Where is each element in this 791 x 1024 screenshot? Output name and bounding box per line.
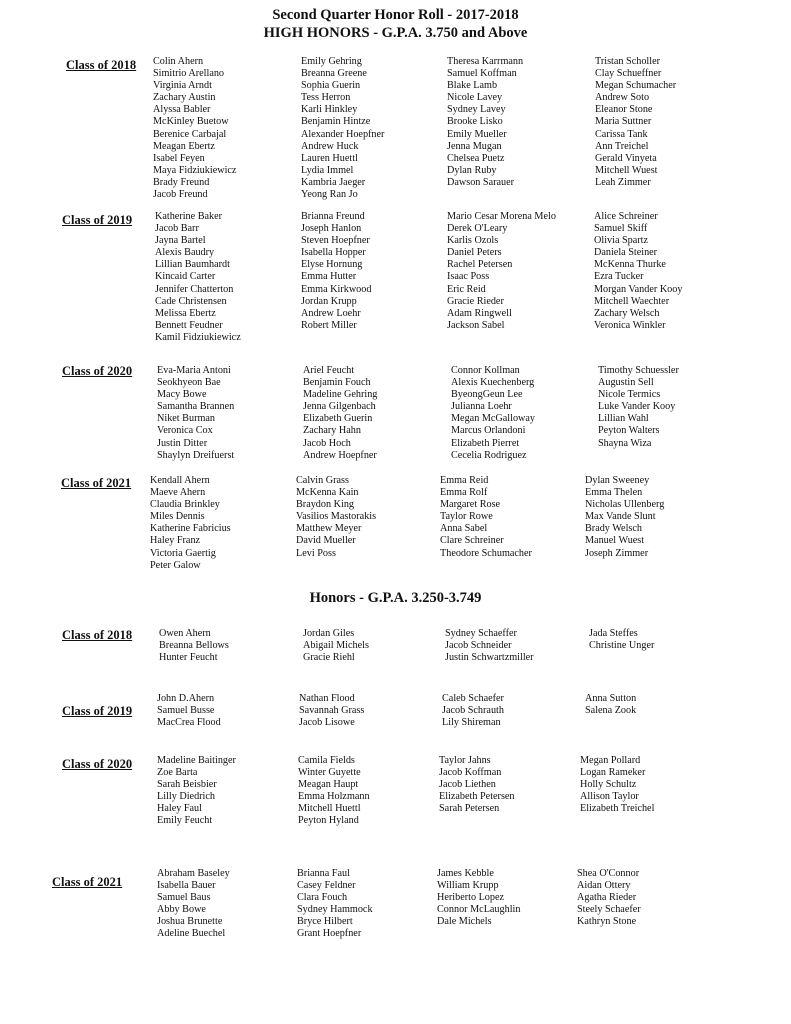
- student-name: Nathan Flood: [299, 693, 355, 704]
- student-name: Tristan Scholler: [595, 56, 660, 67]
- student-name: Owen Ahern: [159, 628, 211, 639]
- student-name: Alexander Hoepfner: [301, 128, 385, 140]
- student-name: Winter Guyette: [298, 767, 361, 779]
- student-name: Seokhyeon Bae: [157, 377, 221, 389]
- student-name: Jennifer Chatterton: [155, 283, 234, 295]
- student-name: Jayna Bartel: [155, 235, 206, 247]
- student-name: Ezra Tucker: [594, 271, 644, 283]
- student-name: Brooke Lisko: [447, 116, 503, 128]
- student-name: Karlis Ozols: [447, 235, 499, 247]
- name-column: [296, 475, 376, 560]
- name-column: [303, 365, 377, 462]
- name-column: [585, 475, 664, 560]
- student-name: Steely Schaefer: [577, 904, 641, 916]
- student-name: Dylan Sweeney: [585, 475, 650, 486]
- student-name: Ariel Feucht: [303, 365, 355, 376]
- student-name: Colin Ahern: [153, 56, 204, 67]
- student-name: Dylan Ruby: [447, 164, 497, 176]
- student-name: Emily Gehring: [301, 56, 362, 67]
- student-name: Haley Franz: [150, 535, 201, 547]
- student-name: Derek O'Leary: [447, 223, 508, 235]
- class-label: Class of 2021: [52, 875, 123, 889]
- name-column: [150, 475, 231, 572]
- student-name: Katherine Fabricius: [150, 523, 231, 535]
- student-name: Kathryn Stone: [577, 916, 637, 928]
- student-name: Jacob Lisowe: [299, 717, 355, 729]
- student-name: Elizabeth Petersen: [439, 791, 515, 803]
- student-name: Marcus Orlandoni: [451, 425, 526, 437]
- student-name: Gracie Riehl: [303, 652, 355, 664]
- student-name: Jacob Schrauth: [442, 705, 504, 717]
- name-column: [594, 211, 682, 332]
- student-name: Alice Schreiner: [594, 211, 658, 222]
- student-name: Haley Faul: [157, 803, 202, 815]
- student-name: Emma Thelen: [585, 487, 643, 499]
- student-name: Alexis Kuechenberg: [451, 377, 535, 389]
- name-column: [157, 693, 221, 729]
- student-name: ByeongGeun Lee: [451, 389, 523, 401]
- student-name: Emma Kirkwood: [301, 283, 372, 295]
- student-name: McKenna Thurke: [594, 259, 666, 271]
- student-name: Leah Zimmer: [595, 176, 651, 188]
- student-name: Victoria Gaertig: [150, 547, 216, 559]
- student-name: Nicholas Ullenberg: [585, 499, 665, 511]
- name-column: [155, 211, 241, 344]
- student-name: Virginia Arndt: [153, 80, 212, 92]
- name-column: [297, 868, 373, 941]
- student-name: Anna Sabel: [440, 523, 488, 535]
- student-name: Braydon King: [296, 499, 355, 511]
- student-name: Hunter Feucht: [159, 652, 218, 664]
- student-name: Cade Christensen: [155, 295, 227, 307]
- name-column: [585, 693, 636, 717]
- student-name: Isaac Poss: [447, 271, 490, 283]
- student-name: Meagan Ebertz: [153, 140, 215, 152]
- student-name: Clay Schueffner: [595, 68, 662, 80]
- student-name: Chelsea Puetz: [447, 152, 505, 164]
- student-name: Kambria Jaeger: [301, 176, 366, 188]
- name-column: [157, 365, 234, 462]
- student-name: Blake Lamb: [447, 80, 498, 92]
- name-column: [445, 628, 534, 664]
- class-label: Class of 2018: [62, 628, 133, 642]
- student-name: Emma Rolf: [440, 487, 488, 499]
- student-name: Isabella Hopper: [301, 247, 366, 259]
- student-name: Zachary Hahn: [303, 425, 361, 437]
- student-name: Gracie Rieder: [447, 295, 504, 307]
- student-name: Elyse Hornung: [301, 259, 363, 271]
- student-name: Brady Freund: [153, 176, 210, 188]
- student-name: Isabella Bauer: [157, 880, 216, 892]
- student-name: Levi Poss: [296, 547, 336, 559]
- student-name: Madeline Baitinger: [157, 755, 236, 766]
- name-column: [451, 365, 535, 462]
- class-label: Class of 2020: [62, 757, 133, 771]
- student-name: Casey Feldner: [297, 880, 356, 892]
- high-honors-heading: HIGH HONORS - G.P.A. 3.750 and Above: [263, 25, 528, 41]
- student-name: McKenna Kain: [296, 487, 359, 499]
- student-name: Calvin Grass: [296, 475, 349, 486]
- student-name: Mitchell Huettl: [298, 803, 361, 815]
- class-label: Class of 2020: [62, 364, 133, 378]
- student-name: Christine Unger: [589, 640, 655, 652]
- student-name: Simitrio Arellano: [153, 68, 225, 80]
- student-name: Timothy Schuessler: [598, 365, 679, 376]
- student-name: Jacob Barr: [155, 223, 199, 235]
- student-name: Max Vande Slunt: [585, 511, 656, 523]
- student-name: Sydney Lavey: [447, 104, 506, 116]
- student-name: Jenna Gilgenbach: [303, 401, 376, 413]
- student-name: Brianna Freund: [301, 211, 365, 222]
- student-name: Kamil Fidziukiewicz: [155, 331, 241, 343]
- student-name: Jacob Koffman: [439, 767, 502, 779]
- student-name: Heriberto Lopez: [437, 892, 505, 904]
- student-name: Niket Burman: [157, 413, 216, 425]
- student-name: Isabel Feyen: [153, 152, 205, 164]
- name-column: [437, 868, 520, 928]
- student-name: Eric Reid: [447, 283, 486, 295]
- student-name: Robert Miller: [301, 319, 357, 331]
- student-name: McKinley Buetow: [153, 116, 229, 128]
- student-name: Zoe Barta: [157, 767, 198, 779]
- student-name: Abigail Michels: [303, 640, 369, 652]
- student-name: Jacob Freund: [153, 189, 208, 201]
- student-name: Olivia Spartz: [594, 235, 649, 247]
- student-name: Adeline Buechel: [157, 928, 226, 940]
- student-name: Emma Reid: [440, 475, 489, 486]
- student-name: Mitchell Waechter: [594, 295, 670, 307]
- name-column: [447, 56, 523, 189]
- student-name: Samuel Skiff: [594, 223, 648, 235]
- student-name: Ann Treichel: [595, 140, 649, 152]
- student-name: Andrew Soto: [595, 92, 650, 104]
- student-name: Peyton Walters: [598, 425, 660, 437]
- student-name: Logan Rameker: [580, 767, 646, 779]
- student-name: Kincaid Carter: [155, 271, 216, 283]
- name-column: [299, 693, 364, 729]
- student-name: Yeong Ran Jo: [301, 189, 358, 201]
- student-name: Lillian Wahl: [598, 413, 649, 425]
- student-name: Vasilios Mastorakis: [296, 511, 377, 523]
- student-name: Joseph Hanlon: [301, 223, 362, 235]
- student-name: Samuel Koffman: [447, 68, 517, 80]
- student-name: Katherine Baker: [155, 211, 223, 222]
- student-name: Morgan Vander Kooy: [594, 283, 683, 295]
- student-name: Adam Ringwell: [447, 307, 512, 319]
- student-name: Abraham Baseley: [157, 868, 230, 879]
- student-name: Shaylyn Dreifuerst: [157, 449, 235, 461]
- student-name: Bryce Hilbert: [297, 916, 353, 928]
- student-name: Dawson Sarauer: [447, 176, 515, 188]
- name-column: [580, 755, 654, 815]
- student-name: Melissa Ebertz: [155, 307, 216, 319]
- student-name: Daniel Peters: [447, 247, 502, 259]
- name-column: [440, 475, 532, 560]
- student-name: Gerald Vinyeta: [595, 152, 657, 164]
- student-name: Cecelia Rodriguez: [451, 449, 527, 461]
- student-name: Clara Fouch: [297, 892, 348, 904]
- student-name: Alyssa Babler: [153, 104, 211, 116]
- student-name: Emma Holzmann: [298, 791, 370, 803]
- student-name: Julianna Loehr: [451, 401, 512, 413]
- name-column: [439, 755, 515, 815]
- student-name: Carissa Tank: [595, 128, 648, 140]
- student-name: Brianna Faul: [297, 868, 350, 879]
- student-name: Maeve Ahern: [150, 487, 206, 499]
- name-column: [298, 755, 370, 828]
- name-column: [577, 868, 641, 928]
- name-column: [157, 868, 230, 941]
- name-column: [157, 755, 236, 828]
- student-name: Mitchell Wuest: [595, 164, 658, 176]
- student-name: MacCrea Flood: [157, 717, 221, 729]
- student-name: Jackson Sabel: [447, 319, 505, 331]
- student-name: Benjamin Fouch: [303, 377, 371, 389]
- student-name: Connor Kollman: [451, 365, 520, 376]
- student-name: Veronica Winkler: [594, 319, 666, 331]
- student-name: Berenice Carbajal: [153, 128, 227, 140]
- student-name: Matthew Meyer: [296, 523, 362, 535]
- student-name: Justin Schwartzmiller: [445, 652, 534, 664]
- name-column: [301, 211, 371, 332]
- student-name: Emily Mueller: [447, 128, 507, 140]
- student-name: Lydia Immel: [301, 164, 354, 176]
- name-column: [303, 628, 369, 664]
- name-column: [442, 693, 504, 729]
- class-label: Class of 2021: [61, 476, 132, 490]
- student-name: Jacob Hoch: [303, 437, 351, 449]
- student-name: Claudia Brinkley: [150, 499, 220, 511]
- student-name: Holly Schultz: [580, 779, 637, 791]
- student-name: Sophia Guerin: [301, 80, 361, 92]
- student-name: Joshua Brunette: [157, 916, 223, 928]
- student-name: Madeline Gehring: [303, 389, 378, 401]
- student-name: Lillian Baumhardt: [155, 259, 230, 271]
- student-name: Breanna Bellows: [159, 640, 229, 652]
- name-column: [159, 628, 229, 664]
- student-name: Andrew Hoepfner: [303, 449, 377, 461]
- student-name: Benjamin Hintze: [301, 116, 371, 128]
- student-name: Connor McLaughlin: [437, 904, 521, 916]
- student-name: David Mueller: [296, 535, 356, 547]
- student-name: Taylor Jahns: [439, 755, 491, 766]
- student-name: Savannah Grass: [299, 705, 365, 717]
- student-name: Shea O'Connor: [577, 868, 640, 879]
- student-name: Theodore Schumacher: [440, 547, 532, 559]
- student-name: Andrew Loehr: [301, 307, 361, 319]
- name-column: [447, 211, 556, 332]
- student-name: Caleb Schaefer: [442, 693, 504, 704]
- student-name: Jacob Schneider: [445, 640, 512, 652]
- student-name: Karli Hinkley: [301, 104, 358, 116]
- student-name: Eleanor Stone: [595, 104, 653, 116]
- student-name: Jada Steffes: [589, 628, 638, 639]
- student-name: Macy Bowe: [157, 389, 207, 401]
- student-name: Elizabeth Guerin: [303, 413, 373, 425]
- student-name: Megan Pollard: [580, 755, 641, 766]
- student-name: Daniela Steiner: [594, 247, 658, 259]
- student-name: Luke Vander Kooy: [598, 401, 676, 413]
- student-name: Steven Hoepfner: [301, 235, 370, 247]
- student-name: Abby Bowe: [157, 904, 206, 916]
- student-name: James Kebble: [437, 868, 494, 879]
- student-name: Maria Suttner: [595, 116, 652, 128]
- student-name: Margaret Rose: [440, 499, 501, 511]
- student-name: Alexis Baudry: [155, 247, 215, 259]
- student-name: William Krupp: [437, 880, 499, 892]
- student-name: Dale Michels: [437, 916, 492, 928]
- name-column: [598, 365, 679, 450]
- student-name: Andrew Huck: [301, 140, 359, 152]
- student-name: Maya Fidziukiewicz: [153, 164, 237, 176]
- student-name: Grant Hoepfner: [297, 928, 362, 940]
- student-name: Megan McGalloway: [451, 413, 536, 425]
- student-name: Justin Ditter: [157, 437, 208, 449]
- student-name: Samuel Busse: [157, 705, 215, 717]
- student-name: Anna Sutton: [585, 693, 637, 704]
- student-name: Salena Zook: [585, 705, 637, 717]
- name-column: [301, 56, 384, 201]
- student-name: Elizabeth Treichel: [580, 803, 655, 815]
- class-label: Class of 2019: [62, 704, 133, 718]
- name-column: [595, 56, 676, 189]
- student-name: Rachel Petersen: [447, 259, 513, 271]
- honors-heading: Honors - G.P.A. 3.250-3.749: [309, 590, 482, 606]
- student-name: Elizabeth Pierret: [451, 437, 520, 449]
- student-name: Jenna Mugan: [447, 140, 502, 152]
- student-name: Mario Cesar Morena Melo: [447, 211, 556, 222]
- name-column: [153, 56, 236, 201]
- student-name: Aidan Ottery: [577, 880, 631, 892]
- student-name: Sydney Hammock: [297, 904, 373, 916]
- class-label: Class of 2019: [62, 213, 133, 227]
- student-name: Shayna Wiza: [598, 437, 652, 449]
- student-name: Meagan Haupt: [298, 779, 359, 791]
- student-name: Veronica Cox: [157, 425, 213, 437]
- student-name: Bennett Feudner: [155, 319, 223, 331]
- student-name: Kendall Ahern: [150, 475, 210, 486]
- student-name: Eva-Maria Antoni: [157, 365, 231, 376]
- student-name: Sydney Schaeffer: [445, 628, 517, 639]
- student-name: Brady Welsch: [585, 523, 642, 535]
- student-name: Lily Shireman: [442, 717, 501, 729]
- student-name: Jordan Krupp: [301, 295, 357, 307]
- student-name: Nicole Lavey: [447, 92, 503, 104]
- student-name: Augustin Sell: [598, 377, 654, 389]
- student-name: Zachary Welsch: [594, 307, 660, 319]
- student-name: Sarah Petersen: [439, 803, 500, 815]
- student-name: Samantha Brannen: [157, 401, 235, 413]
- student-name: Nicole Termics: [598, 389, 661, 401]
- student-name: Miles Dennis: [150, 511, 205, 523]
- student-name: Peyton Hyland: [298, 815, 359, 827]
- student-name: Emma Hutter: [301, 271, 357, 283]
- page-title: Second Quarter Honor Roll - 2017-2018: [272, 7, 519, 23]
- student-name: Agatha Rieder: [577, 892, 637, 904]
- student-name: Jordan Giles: [303, 628, 355, 639]
- student-name: Zachary Austin: [153, 92, 216, 104]
- student-name: Taylor Rowe: [440, 511, 493, 523]
- class-label: Class of 2018: [66, 58, 137, 72]
- student-name: Camila Fields: [298, 755, 355, 766]
- student-name: Jacob Liethen: [439, 779, 496, 791]
- student-name: Clare Schreiner: [440, 535, 504, 547]
- student-name: Joseph Zimmer: [585, 547, 649, 559]
- student-name: Lilly Diedrich: [157, 791, 215, 803]
- student-name: Samuel Baus: [157, 892, 211, 904]
- student-name: Megan Schumacher: [595, 80, 677, 92]
- student-name: Breanna Greene: [301, 68, 367, 80]
- student-name: Sarah Beisbier: [157, 779, 217, 791]
- student-name: Theresa Karrmann: [447, 56, 524, 67]
- student-name: Allison Taylor: [580, 791, 639, 803]
- student-name: Emily Feucht: [157, 815, 213, 827]
- student-name: Lauren Huettl: [301, 152, 358, 164]
- name-column: [589, 628, 654, 652]
- student-name: Peter Galow: [150, 559, 201, 571]
- student-name: Manuel Wuest: [585, 535, 645, 547]
- student-name: John D.Ahern: [157, 693, 215, 704]
- student-name: Tess Herron: [301, 92, 351, 104]
